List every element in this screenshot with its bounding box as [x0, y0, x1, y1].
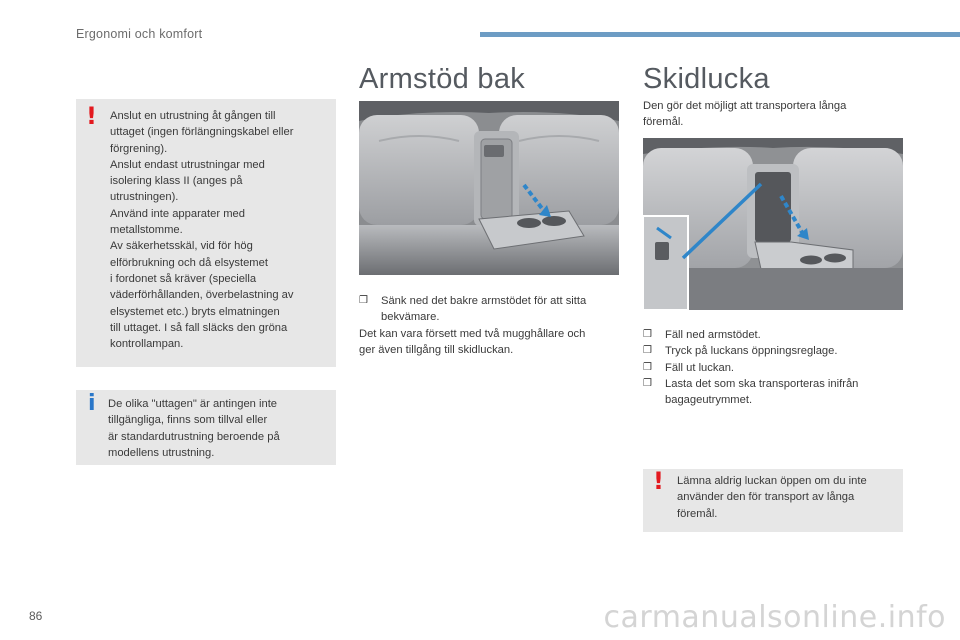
- armrest-step: [359, 293, 619, 326]
- ski-hatch-steps: [643, 327, 903, 408]
- checkbox-bullet-icon: ❒: [643, 329, 652, 340]
- warning-text-line: använder den för transport av långa: [677, 491, 855, 504]
- page-number: 86: [29, 609, 43, 623]
- ski-hatch-step-text: Fäll ned armstödet.: [665, 329, 761, 341]
- warning-text-line: Anslut en utrustning åt gången till: [110, 110, 276, 122]
- warning-text-line: Anslut endast utrustningar med: [110, 158, 265, 171]
- warning-text-line: Lämna aldrig luckan öppen om du inte: [677, 475, 867, 487]
- ski-hatch-step: [643, 327, 903, 343]
- header-accent-bar: [480, 32, 960, 37]
- armrest-title: Armstöd bak: [359, 63, 526, 95]
- section-label: Ergonomi och komfort: [76, 27, 203, 41]
- armrest-description-line: Det kan vara försett med två mugghållare och: [359, 328, 586, 340]
- checkbox-bullet-icon: ❒: [643, 361, 652, 373]
- ski-hatch-intro-line: föremål.: [643, 116, 684, 129]
- ski-hatch-step: [643, 360, 903, 376]
- info-box-outlets: [76, 390, 336, 465]
- warning-text-line: metallstomme.: [110, 224, 183, 237]
- armrest-steps: [359, 293, 619, 326]
- warning-text-line: förgrening).: [110, 142, 168, 155]
- info-text-line: är standardutrustning beroende på: [108, 430, 280, 443]
- warning-text-line: i fordonet så kräver (speciella: [110, 272, 257, 285]
- warning-text-line: uttaget (ingen förlängningskabel eller: [110, 126, 294, 139]
- armrest-description-line: ger även tillgång till skidluckan.: [359, 344, 514, 357]
- ski-hatch-step-text: Lasta det som ska transporteras inifrån: [665, 377, 859, 390]
- info-text-line: tillgängliga, finns som tillval eller: [108, 414, 268, 427]
- armrest-description: [359, 326, 629, 359]
- checkbox-bullet-icon: ❒: [359, 295, 368, 306]
- ski-hatch-step-text: Tryck på luckans öppningsreglage.: [665, 345, 838, 358]
- armrest-step-text: Sänk ned det bakre armstödet för att sitta: [381, 295, 587, 307]
- warning-text-line: elsystemet etc.) bryts elmatningen: [110, 305, 280, 318]
- warning-text-line: till uttaget. I så fall släcks den gröna: [110, 321, 288, 334]
- info-icon: i: [88, 391, 96, 416]
- ski-hatch-step: [643, 376, 903, 409]
- ski-hatch-photo: [643, 138, 903, 310]
- warning-icon: !: [86, 102, 97, 130]
- warning-text-line: elförbrukning och då elsystemet: [110, 256, 268, 269]
- warning-text-line: Av säkerhetsskäl, vid för hög: [110, 240, 253, 253]
- warning-text-line: föremål.: [677, 507, 718, 520]
- warning-text-line: isolering klass II (anges på: [110, 175, 243, 188]
- checkbox-bullet-icon: ❒: [643, 345, 652, 357]
- info-text-line: De olika "uttagen" är antingen inte: [108, 398, 278, 410]
- warning-box-power-outlet: [76, 99, 336, 367]
- warning-text-line: utrustningen).: [110, 191, 179, 204]
- ski-hatch-step: [643, 343, 903, 359]
- warning-text-line: Använd inte apparater med: [110, 207, 245, 220]
- warning-text-line: väderförhållanden, överbelastning av: [110, 289, 294, 302]
- ski-hatch-step-text-cont: bagageutrymmet.: [665, 394, 753, 407]
- ski-hatch-step-text: Fäll ut luckan.: [665, 361, 735, 374]
- warning-box-ski-hatch: [643, 469, 903, 532]
- ski-hatch-intro-line: Den gör det möjligt att transportera långa: [643, 100, 847, 112]
- warning-text-line: kontrollampan.: [110, 338, 184, 351]
- ski-hatch-intro: [643, 98, 903, 131]
- checkbox-bullet-icon: ❒: [643, 377, 652, 389]
- ski-hatch-title: Skidlucka: [643, 63, 770, 95]
- watermark: carmanualsonline.info: [603, 600, 946, 635]
- warning-icon: !: [653, 467, 664, 495]
- armrest-step-text-cont: bekvämare.: [381, 311, 440, 324]
- info-text-line: modellens utrustning.: [108, 446, 215, 459]
- armrest-photo: [359, 101, 619, 275]
